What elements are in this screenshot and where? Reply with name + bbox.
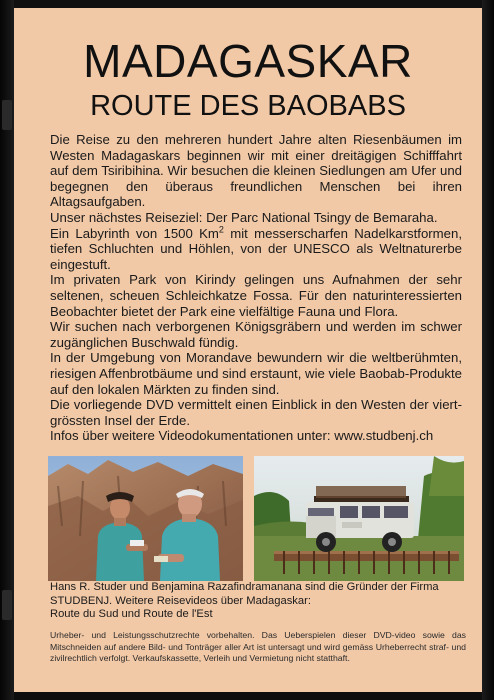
dvd-back-cover	[14, 8, 482, 692]
founders-illustration	[48, 456, 243, 581]
paragraph-morandave: In der Umgebung von Morandave bewundern wir die weltberühmten, riesigen Affenbrotbäume und sind erstaunt, wie viele Baobab-Produkte auf den lokalen Märkten zu finden sind.	[50, 350, 462, 397]
landrover-illustration	[254, 456, 464, 581]
dvd-case-right-edge	[482, 0, 494, 700]
paragraph-website: Infos über weitere Videodokumentationen unter: www.studbenj.ch	[50, 428, 434, 444]
paragraph-intro: Die Reise zu den mehreren hundert Jahre alten Riesenbäumen im Westen Madagaskars beginnen wir mit einer dreitägigen Schifffahrt auf dem Tsiribihina. Wir besuchen die kleinen Siedlungen am Ufer und begegnen den überaus freundlichen Menschen bei ihren Altagsaufgaben.	[50, 132, 462, 210]
labyrinth-text-end: mit messerscharfen Nadelkarstformen, tiefen Schluchten und Höhlen, von der UNESCO als Weltnaturerbe eingestuft.	[50, 225, 462, 272]
superscript-two: 2	[218, 224, 224, 235]
cover-subtitle: ROUTE DES BAOBABS	[90, 90, 406, 122]
paragraph-tsingy: Unser nächstes Reiseziel: Der Parc National Tsingy de Bemaraha.	[50, 209, 438, 225]
case-clip	[2, 590, 12, 620]
paragraph-royal-tombs: Wir suchen nach verborgenen Königsgräbern und werden im schwer zugänglichen Buschwald fündig.	[50, 319, 462, 350]
photo-landrover-bridge	[254, 456, 464, 581]
case-clip	[2, 100, 12, 130]
paragraph-kirindy: Im privaten Park von Kirindy gelingen uns Aufnahmen der sehr seltenen, scheuen Schleichkatze Fossa. Für den naturinteressierten Beobachter bietet der Park eine vielfältige Fauna und Flora.	[50, 272, 462, 319]
caption-founders: Hans R. Studer und Benjamina Razafindramanana sind die Gründer der Firma STUDBENJ. Weitere Reisevideos über Madagaskar:	[50, 581, 439, 607]
description-text	[50, 132, 462, 444]
cover-title: MADAGASKAR	[83, 35, 413, 87]
copyright-notice: Urheber- und Leistungsschutzrechte vorbehalten. Das Ueberspielen dieser DVD-video sowie das Mitschneiden auf andere Bild- und Tonträger aller Art ist untersagt und wird gemäss Urheberrecht straf- und zivilrechtlich verfolgt. Verkaufskassette, Verleih und Vermietung nicht statthaft.	[50, 630, 466, 664]
caption-other-videos: Route du Sud und Route de l'Est	[50, 608, 213, 620]
photo-caption	[50, 581, 470, 622]
paragraph-dvd-summary: Die vorliegende DVD vermittelt einen Einblick in den Westen der viert-grössten Insel der Erde.	[50, 397, 462, 428]
photo-founders	[48, 456, 243, 581]
paragraph-labyrinth	[50, 226, 462, 273]
dvd-case-top-edge	[0, 0, 494, 8]
labyrinth-text-start: Ein Labyrinth von 1500 Km	[50, 225, 219, 241]
